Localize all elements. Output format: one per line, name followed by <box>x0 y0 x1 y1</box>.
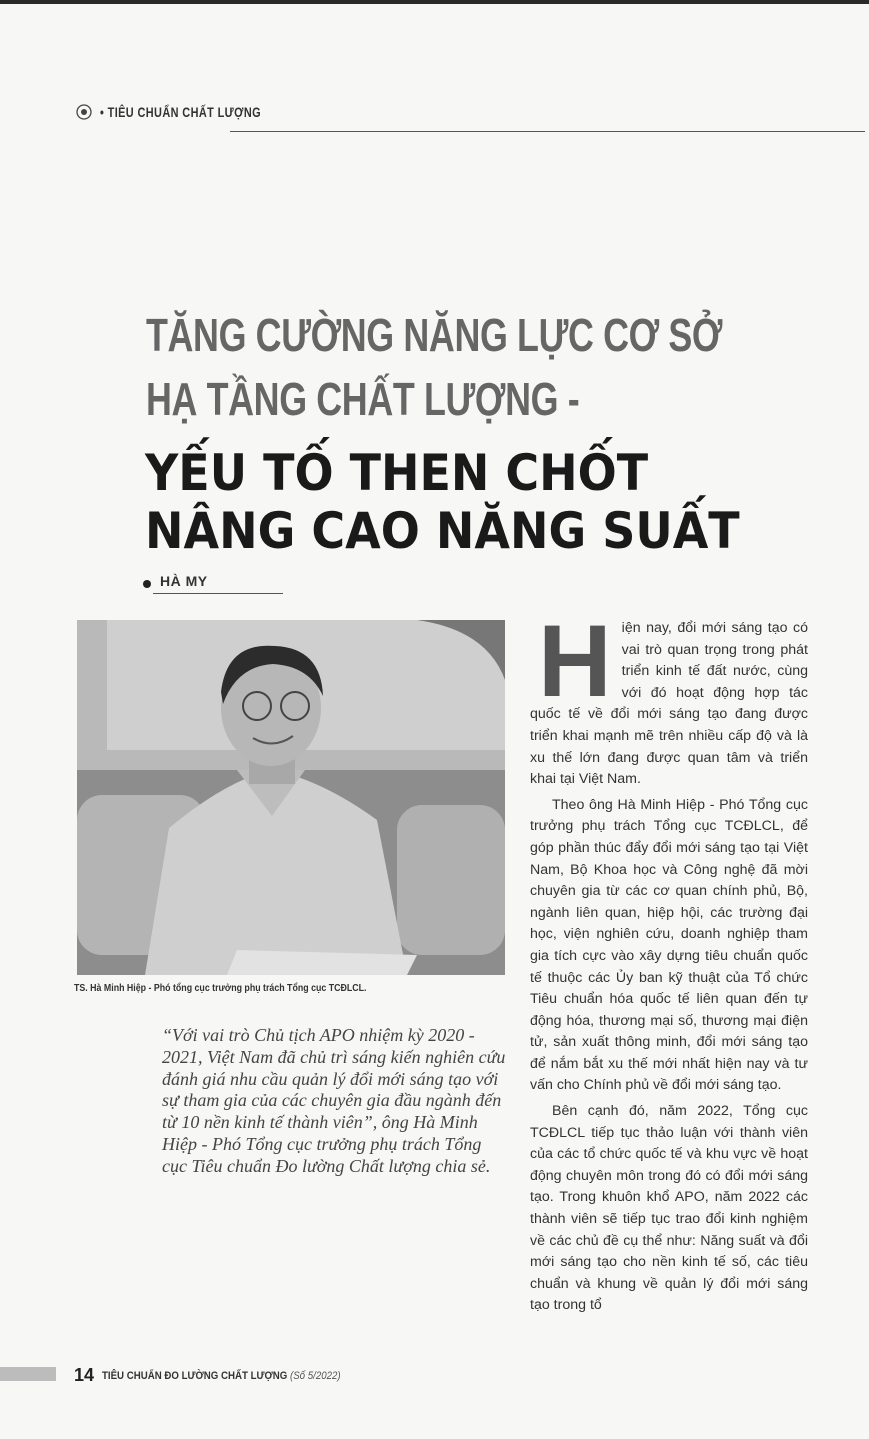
top-rule <box>0 0 869 4</box>
section-label: • TIÊU CHUẨN CHẤT LƯỢNG <box>100 104 261 120</box>
target-icon <box>76 104 92 120</box>
footer-magazine-title <box>102 1370 341 1382</box>
article-body <box>530 604 808 1321</box>
footer-bar <box>0 1367 56 1381</box>
page-number: 14 <box>74 1365 95 1385</box>
photo-caption: TS. Hà Minh Hiệp - Phó tổng cục trưởng phụ trách Tổng cục TCĐLCL. <box>74 982 367 994</box>
headline-line-3: YẾU TỐ THEN CHỐT <box>145 444 649 502</box>
portrait-illustration <box>77 620 505 975</box>
section-rule <box>230 131 865 132</box>
issue-number: (Số 5/2022) <box>290 1370 341 1382</box>
headline-line-4: NÂNG CAO NĂNG SUẤT <box>145 502 740 560</box>
headline-line-1: TĂNG CƯỜNG NĂNG LỰC CƠ SỞ <box>146 309 723 361</box>
pull-quote: “Với vai trò Chủ tịch APO nhiệm kỳ 2020 - 2021, Việt Nam đã chủ trì sáng kiến nghiên cứu đánh giá nhu cầu quản lý đổi mới sáng tạo với sự tham gia của các chuyên gia đầu ngành đến từ 10 nền kinh tế thành viên”, ông Hà Minh Hiệp - Phó Tổng cục trưởng phụ trách Tổng cục Tiêu chuẩn Đo lường Chất lượng chia sẻ. <box>162 1025 506 1176</box>
paragraph-1 <box>530 604 808 791</box>
portrait-photo <box>77 620 505 975</box>
author-rule <box>153 593 283 594</box>
author-name: HÀ MY <box>160 573 208 589</box>
author-bullet <box>143 580 151 588</box>
paragraph-2: Theo ông Hà Minh Hiệp - Phó Tổng cục trưởng phụ trách Tổng cục TCĐLCL, để góp phần thúc đẩy đổi mới sáng tạo tại Việt Nam, Bộ Khoa học và Công nghệ đã mời chuyên gia từ các cơ quan chính phủ, Bộ, ngành liên quan, hiệp hội, các trường đại học, viện nghiên cứu, doanh nghiệp tham gia tích cực vào xây dựng tiêu chuẩn quốc tế thuộc các Ủy ban kỹ thuật của Tổ chức Tiêu chuẩn hóa quốc tế liên quan đến tự động hóa, thương mại số, thương mại điện tử, sản xuất thông minh, đổi mới sáng tạo để nắm bắt xu thế mới nhất hiện nay và tư vấn cho Chính phủ về đổi mới sáng tạo. <box>530 796 808 1094</box>
paragraph-3: Bên cạnh đó, năm 2022, Tổng cục TCĐLCL tiếp tục thảo luận với thành viên của các tổ chức quốc tế và khu vực về hoạt động chuyên môn trong đó có đổi mới sáng tạo. Trong khuôn khổ APO, năm 2022 các thành viên sẽ tiếp tục trao đổi kinh nghiệm về các chủ đề cụ thể như: Năng suất và đổi mới sáng tạo cho nền kinh tế số, các tiêu chuẩn và khung về quản lý đổi mới sáng tạo trong tổ <box>530 1103 808 1314</box>
drop-cap: H <box>538 604 612 718</box>
magazine-name: TIÊU CHUẨN ĐO LƯỜNG CHẤT LƯỢNG <box>102 1370 288 1382</box>
paragraph-1-text: iện nay, đổi mới sáng tạo có vai trò quan trọng trong phát triển kinh tế đất nước, cùng với đó hoạt động hợp tác quốc tế về đổi mới sáng tạo đang được triển khai mạnh mẽ trên nhiều cấp độ và là xu thế lớn đang được quan tâm và triển khai tại Việt Nam. <box>530 620 808 788</box>
headline-line-2: HẠ TẦNG CHẤT LƯỢNG - <box>146 373 580 425</box>
